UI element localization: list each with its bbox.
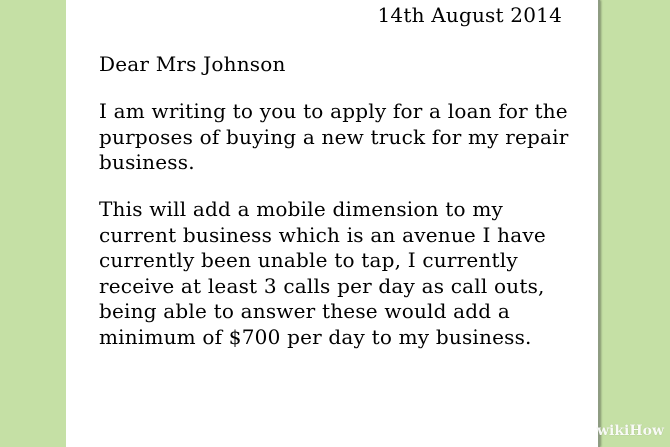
letter-paper <box>66 0 598 447</box>
paragraph-line: I am writing to you to apply for a loan for the <box>99 99 568 123</box>
paragraph-line: receive at least 3 calls per day as call outs, <box>99 273 545 298</box>
paragraph-line: being able to answer these would add a <box>99 299 510 323</box>
wikihow-watermark: wikiHow <box>596 423 664 439</box>
paragraph-line: minimum of $700 per day to my business. <box>99 324 532 349</box>
paragraph-line: purposes of buying a new truck for my repair <box>99 124 569 149</box>
letter-salutation: Dear Mrs Johnson <box>99 52 286 76</box>
letter-date: 14th August 2014 <box>377 3 562 27</box>
letter-paragraph-2 <box>99 197 589 350</box>
paragraph-line: currently been unable to tap, I currently <box>99 248 518 272</box>
paragraph-line: business. <box>99 150 195 174</box>
paragraph-line: current business which is an avenue I have <box>99 222 546 247</box>
letter-paragraph-1 <box>99 99 589 176</box>
paragraph-line: This will add a mobile dimension to my <box>99 197 503 221</box>
